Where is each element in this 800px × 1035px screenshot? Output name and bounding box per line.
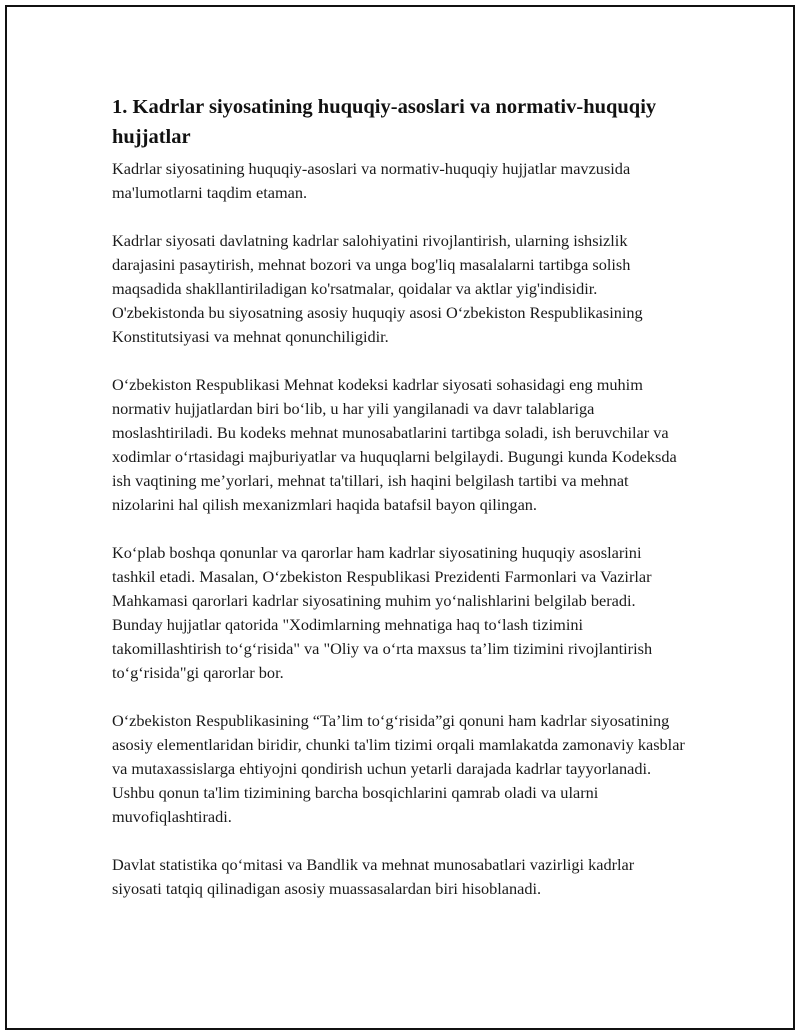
paragraph-education-law: Oʻzbekiston Respublikasining “Ta’lim toʻgʻrisida”gi qonuni ham kadrlar siyosatining asosiy elementlaridan biridir, chunki ta'lim tizimi orqali mamlakatda zamonaviy kasblar va mutaxassislarga ehtiyojni qondirish uchun yetarli darajada kadrlar tayyorlanadi. Ushbu qonun ta'lim tizimining barcha bosqichlarini qamrab oladi va ularni muvofiqlashtiradi. (112, 711, 685, 826)
paragraph-decrees: Koʻplab boshqa qonunlar va qarorlar ham kadrlar siyosatining huquqiy asoslarini tashkil etadi. Masalan, Oʻzbekiston Respublikasi Prezidenti Farmonlari va Vazirlar Mahkamasi qarorlari kadrlar siyosatining muhim yoʻnalishlarini belgilab beradi. Bunday hujjatlar qatorida "Xodimlarning mehnatiga haq toʻlash tizimini takomillashtirish toʻgʻrisida" va "Oliy va oʻrta maxsus ta’lim tizimini rivojlantirish toʻgʻrisida"gi qarorlar bor. (112, 543, 653, 682)
paragraph-definition: Kadrlar siyosati davlatning kadrlar salohiyatini rivojlantirish, ularning ishsizlik darajasini pasaytirish, mehnat bozori va unga bog'liq masalalarni tartibga solish maqsadida shakllantiriladigan ko'rsatmalar, qoidalar va aktlar yig'indisidir. O'zbekistonda bu siyosatning asosiy huquqiy asosi Oʻzbekiston Respublikasining Konstitutsiyasi va mehnat qonunchiligidir. (112, 231, 643, 346)
paragraph-intro: Kadrlar siyosatining huquqiy-asoslari va normativ-huquqiy hujjatlar mavzusida ma'lumotlarni taqdim etaman. (112, 159, 631, 202)
document-title: 1. Kadrlar siyosatining huquqiy-asoslari va normativ-huquqiy hujjatlar (112, 96, 657, 148)
paragraph-institutions: Davlat statistika qoʻmitasi va Bandlik va mehnat munosabatlari vazirligi kadrlar siyosati tatqiq qilinadigan asosiy muassasalardan biri hisoblanadi. (112, 855, 635, 898)
document-body (112, 92, 687, 901)
paragraph-labor-code: Oʻzbekiston Respublikasi Mehnat kodeksi kadrlar siyosati sohasidagi eng muhim normativ hujjatlardan biri boʻlib, u har yili yangilanadi va davr talablariga moslashtiriladi. Bu kodeks mehnat munosabatlarini tartibga soladi, ish beruvchilar va xodimlar oʻrtasidagi majburiyatlar va huquqlarni belgilaydi. Bugungi kunda Kodeksda ish vaqtining me’yorlari, mehnat ta'tillari, ish haqini belgilash tartibi va mehnat nizolarini hal qilish mexanizmlari haqida batafsil bayon qilingan. (112, 375, 677, 514)
